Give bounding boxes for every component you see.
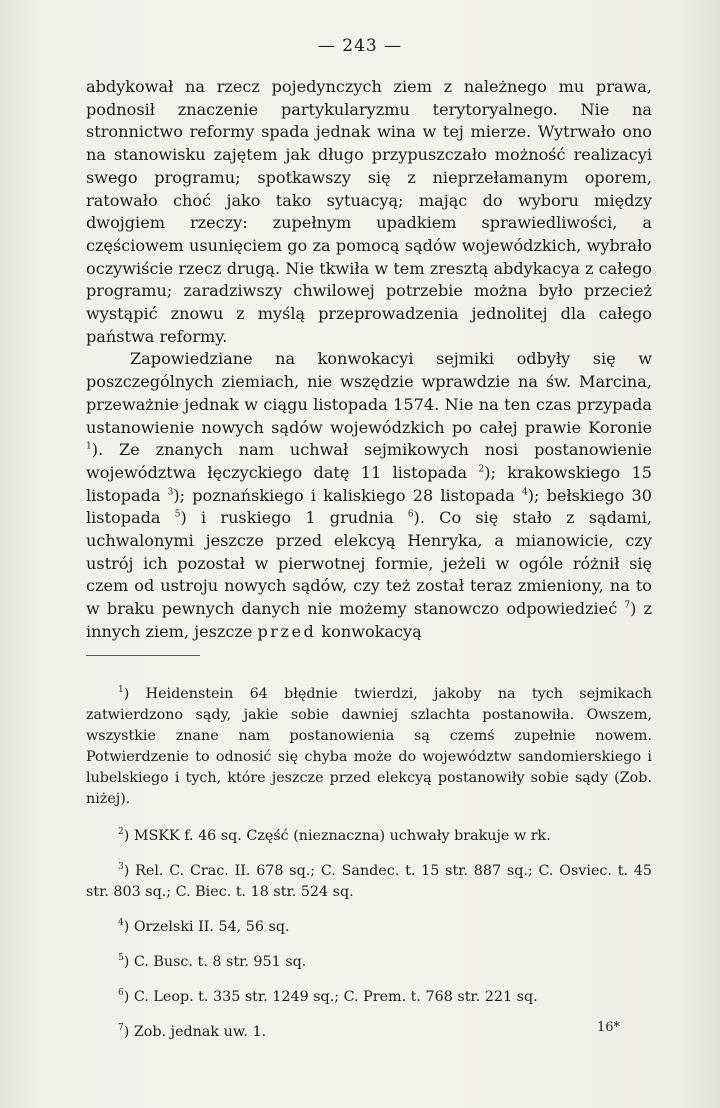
- footnote-mark: 2: [118, 827, 124, 838]
- footnote-1: [86, 684, 652, 810]
- footnote-text: ) C. Busc. t. 8 str. 951 sq.: [123, 954, 307, 970]
- page-number: — 243 —: [317, 36, 403, 56]
- footnote-text: ) Zob. jednak uw. 1.: [123, 1024, 267, 1040]
- paragraph-2-text: konwokacyą: [316, 621, 422, 641]
- paragraph-2-text: ); krakowskiego 15 listopada: [86, 462, 652, 505]
- signature-mark: 16*: [596, 1020, 620, 1035]
- paragraph-2-text: ); poznańskiego i kaliskiego 28 listopada: [173, 485, 523, 505]
- footnote-mark: 4: [118, 918, 124, 929]
- footnote-mark: 7: [118, 1023, 124, 1034]
- paragraph-2-text: ); bełskiego 30 listopada: [86, 485, 652, 528]
- footnote-5: [86, 952, 652, 973]
- footnote-2: [86, 826, 652, 847]
- footnote-ref-3: 3: [167, 487, 174, 498]
- paragraph-1: abdykował na rzecz pojedynczych ziem z należnego mu prawa, podnosił znaczenie partykularyzmu terytoryalnego. Nie na stronnictwo reformy spada jednak wina w tej mierze. Wytrwało ono na stanowisku zajętem jak długo przypuszczało możność realizacyi swego programu; spotkawszy się z nieprzełamanym oporem, ratowało choć jako tako sytuacyą; mając do wyboru między dwojgiem rzeczy: zupełnym upadkiem sprawiedliwości, a częściowem usunięciem go za pomocą sądów wojewódzkich, wybrało oczywiście rzecz drugą. Nie tkwiła w tem zresztą abdykacya z całego programu; zaradziwszy chwilowej potrzebie można było przecież wystąpić znowu z myślą przeprowadzenia jednolitej dla całego państwa reformy.: [86, 77, 652, 346]
- paragraph-2: [86, 348, 652, 643]
- paragraph-2-text: ). Ze znanych nam uchwał sejmikowych nosi postanowienie województwa łęczyckiego datę 11 listopada: [86, 440, 652, 482]
- footnote-mark: 5: [118, 953, 124, 964]
- paragraph-2-text: ) z innych ziem, jeszcze: [86, 599, 652, 641]
- footnote-separator: [86, 655, 200, 656]
- paragraph-2-text: ). Co się stało z sądami, uchwalonymi jeszcze przed elekcyą Henryka, a mianowicie, czy ustrój ich pozostał w pierwotnej formie, jeżeli w ogóle różnił się czem od ustroju nowych sądów, czy też został teraz zmieniony, na to w braku pewnych danych nie możemy stanowczo odpowiedzieć: [86, 508, 653, 619]
- footnote-mark: 3: [118, 862, 124, 873]
- spaced-emphasis: przed: [257, 621, 317, 641]
- footnote-ref-7: 7: [624, 600, 631, 611]
- footnote-6: [86, 987, 652, 1008]
- footnote-ref-5: 5: [174, 510, 181, 520]
- footnote-text: ) Rel. C. Crac. II. 678 sq.; C. Sandec. t. 15 str. 887 sq.; C. Osviec. t. 45 str. 803 sq.; C. Biec. t. 18 str. 524 sq.: [86, 863, 652, 900]
- main-text: [86, 76, 652, 644]
- footnote-mark: 6: [118, 988, 124, 999]
- footnote-mark: 1: [118, 685, 124, 696]
- footnote-4: [86, 917, 652, 938]
- footnotes: [86, 684, 652, 1057]
- footnote-ref-4: 4: [522, 487, 528, 498]
- footnote-ref-1: 1: [86, 441, 92, 452]
- footnote-text: ) Orzelski II. 54, 56 sq.: [123, 919, 290, 935]
- footnote-text: ) Heidenstein 64 błędnie twierdzi, jakoby na tych sejmikach zatwierdzono sądy, jakie sobie dawniej szlachta postanowiła. Owszem, wszystkie znane nam postanowienia są czemś zupełnie nowem. Potwierdzenie to odnosić się chyba może do województw sandomierskiego i lubelskiego i tych, które jeszcze przed elekcyą postanowiły sobie sądy (Zob. niżej).: [86, 686, 652, 807]
- footnote-3: [86, 861, 652, 903]
- paragraph-2-text: Zapowiedziane na konwokacyi sejmiki odbyły się w poszczególnych ziemiach, nie wszędzie wprawdzie na św. Marcina, przeważnie jednak w ciągu listopada 1574. Nie na ten czas przypada ustanowienie nowych sądów wojewódzkich po całej prawie Koronie: [86, 349, 652, 437]
- footnote-ref-6: 6: [407, 510, 414, 520]
- footnote-ref-2: 2: [478, 464, 485, 475]
- footnote-text: ) C. Leop. t. 335 str. 1249 sq.; C. Prem. t. 768 str. 221 sq.: [123, 989, 538, 1005]
- footnote-text: ) MSKK f. 46 sq. Część (nieznaczna) uchwały brakuje w rk.: [123, 828, 551, 844]
- paragraph-2-text: ) i ruskiego 1 grudnia: [180, 508, 408, 528]
